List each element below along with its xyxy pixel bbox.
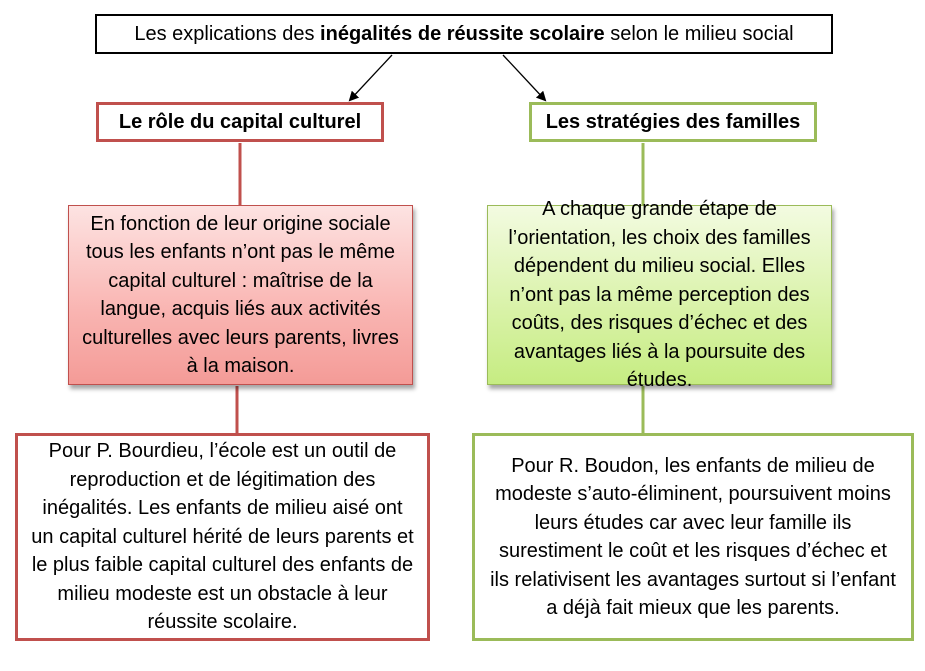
arrow-to-right-heading [503,55,545,100]
family-strategies-explanation-box [487,198,832,392]
bourdieu-box [15,433,430,641]
family-strategies-explanation-text: A chaque grande étape de l’orientation, les choix des familles dépendent du milieu social. Elles n’ont pas la même perception des coûts, des risques d’échec et des avantages liés à la poursuite des études. [508,198,811,392]
title-text-after: selon le milieu social [604,22,794,45]
cultural-capital-explanation-text: En fonction de leur origine sociale tous les enfants n’ont pas le même capital culturel : maîtrise de la langue, acquis liés aux activités culturelles avec leurs parents, livres à la maison. [82,212,399,377]
arrow-to-left-heading [350,55,392,100]
heading-cultural-capital-label: Le rôle du capital culturel [118,110,362,133]
heading-family-strategies-label: Les stratégies des familles [545,110,801,133]
boudon-box [472,433,914,641]
bourdieu-text: Pour P. Bourdieu, l’école est un outil de reproduction et de légitimation des inégalités. Les enfants de milieu aisé ont un capital culturel hérité de leurs parents et le plus faible capital culturel des enfants de milieu modeste est un obstacle à leur réussite scolaire. [31,440,414,634]
cultural-capital-explanation-box [68,205,413,385]
heading-family-strategies [529,102,817,142]
title-text-bold: inégalités de réussite scolaire [320,22,605,45]
boudon-text: Pour R. Boudon, les enfants de milieu de modeste s’auto-éliminent, poursuivent moins leurs études car avec leur famille ils surestiment le coût et les risques d’échec et ils relativisent les avantages surtout si l’enfant a déjà fait mieux que les parents. [490,454,896,619]
title-text-before: Les explications des [134,22,321,45]
diagram-title [95,14,833,54]
heading-cultural-capital [96,102,384,142]
